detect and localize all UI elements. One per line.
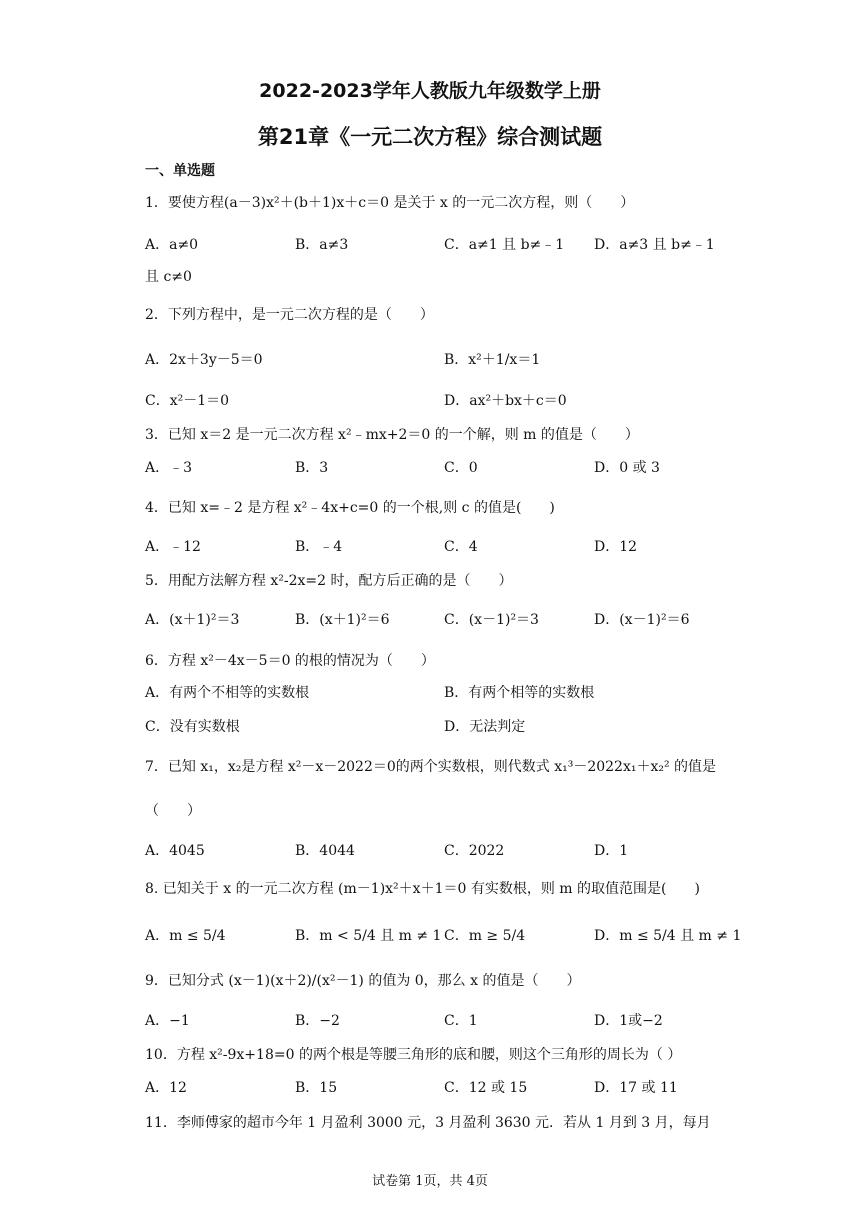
q4-option-a: A．﹣12 <box>145 539 201 555</box>
q5-option-d: D．(x－1)²＝6 <box>594 612 690 628</box>
page-footer: 试卷第 1页，共 4页 <box>372 1174 488 1189</box>
question-6-stem: 6．方程 x²－4x－5＝0 的根的情况为（ ） <box>145 653 435 669</box>
q1-option-d-continued: 且 c≠0 <box>145 269 192 285</box>
q1-option-a: A．a≠0 <box>145 237 199 253</box>
q5-option-a: A．(x＋1)²＝3 <box>145 612 240 628</box>
q2-option-b: B．x²＋1/x＝1 <box>444 352 541 368</box>
q4-option-d: D．12 <box>594 539 638 555</box>
q10-option-b: B．15 <box>295 1080 338 1096</box>
q6-option-d: D．无法判定 <box>444 719 526 735</box>
q5-option-b: B．(x＋1)²＝6 <box>295 612 390 628</box>
q7-option-c: C．2022 <box>444 843 505 859</box>
q10-option-c: C．12 或 15 <box>444 1080 528 1096</box>
question-3-stem: 3．已知 x＝2 是一元二次方程 x²﹣mx+2＝0 的一个解，则 m 的值是（ ） <box>145 427 639 443</box>
q1-option-d: D．a≠3 且 b≠﹣1 <box>594 237 715 253</box>
paper-title-line1: 2022-2023学年人教版九年级数学上册 <box>259 80 601 102</box>
q6-option-c: C．没有实数根 <box>145 719 240 735</box>
q1-option-b: B．a≠3 <box>295 237 349 253</box>
q4-option-b: B．﹣4 <box>295 539 343 555</box>
question-1-stem: 1．要使方程(a－3)x²＋(b＋1)x＋c＝0 是关于 x 的一元二次方程，则（ ） <box>145 195 635 211</box>
question-4-stem: 4．已知 x=﹣2 是方程 x²﹣4x+c=0 的一个根,则 c 的值是( ) <box>145 500 555 516</box>
q3-option-b: B．3 <box>295 460 329 476</box>
question-8-stem: 8. 已知关于 x 的一元二次方程 (m－1)x²＋x＋1＝0 有实数根，则 m 的取值范围是( ) <box>145 881 700 897</box>
q3-option-a: A．﹣3 <box>145 460 193 476</box>
q6-option-b: B．有两个相等的实数根 <box>444 685 595 701</box>
q3-option-c: C．0 <box>444 460 478 476</box>
section-heading: 一、单选题 <box>145 163 215 179</box>
question-7-stem: 7．已知 x₁，x₂是方程 x²－x－2022＝0的两个实数根，则代数式 x₁³－2022x₁＋x₂² 的值是 <box>145 759 717 775</box>
q4-option-c: C．4 <box>444 539 478 555</box>
q10-option-d: D．17 或 11 <box>594 1080 678 1096</box>
q3-option-d: D．0 或 3 <box>594 460 660 476</box>
question-9-stem: 9．已知分式 (x－1)(x＋2)/(x²－1) 的值为 0，那么 x 的值是（ ） <box>145 973 581 989</box>
q2-option-a: A．2x＋3y－5＝0 <box>145 352 263 368</box>
q9-option-d: D．1或−2 <box>594 1013 663 1029</box>
q7-stem-continued: （ ） <box>145 803 201 819</box>
q7-option-a: A．4045 <box>145 843 205 859</box>
question-2-stem: 2．下列方程中，是一元二次方程的是（ ） <box>145 307 434 323</box>
q8-option-d: D．m ≤ 5/4 且 m ≠ 1 <box>594 928 742 944</box>
q8-option-b: B．m < 5/4 且 m ≠ 1 <box>295 928 442 944</box>
q8-option-c: C．m ≥ 5/4 <box>444 928 526 944</box>
q7-option-b: B．4044 <box>295 843 355 859</box>
q2-option-d: D．ax²＋bx＋c＝0 <box>444 393 567 409</box>
q6-option-a: A．有两个不相等的实数根 <box>145 685 310 701</box>
q7-option-d: D．1 <box>594 843 629 859</box>
q9-option-c: C．1 <box>444 1013 478 1029</box>
question-5-stem: 5．用配方法解方程 x²-2x=2 时，配方后正确的是（ ） <box>145 573 513 589</box>
q8-option-a: A．m ≤ 5/4 <box>145 928 226 944</box>
question-10-stem: 10．方程 x²-9x+18=0 的两个根是等腰三角形的底和腰，则这个三角形的周长为（ ） <box>145 1047 682 1063</box>
paper-title-line2: 第21章《一元二次方程》综合测试题 <box>257 125 603 149</box>
q10-option-a: A．12 <box>145 1080 187 1096</box>
q2-option-c: C．x²－1＝0 <box>145 393 230 409</box>
q9-option-b: B．−2 <box>295 1013 340 1029</box>
question-11-stem: 11．李师傅家的超市今年 1 月盈利 3000 元，3 月盈利 3630 元．若从 1 月到 3 月，每月 <box>145 1115 711 1131</box>
q5-option-c: C．(x－1)²＝3 <box>444 612 539 628</box>
q9-option-a: A．−1 <box>145 1013 190 1029</box>
q1-option-c: C．a≠1 且 b≠﹣1 <box>444 237 565 253</box>
